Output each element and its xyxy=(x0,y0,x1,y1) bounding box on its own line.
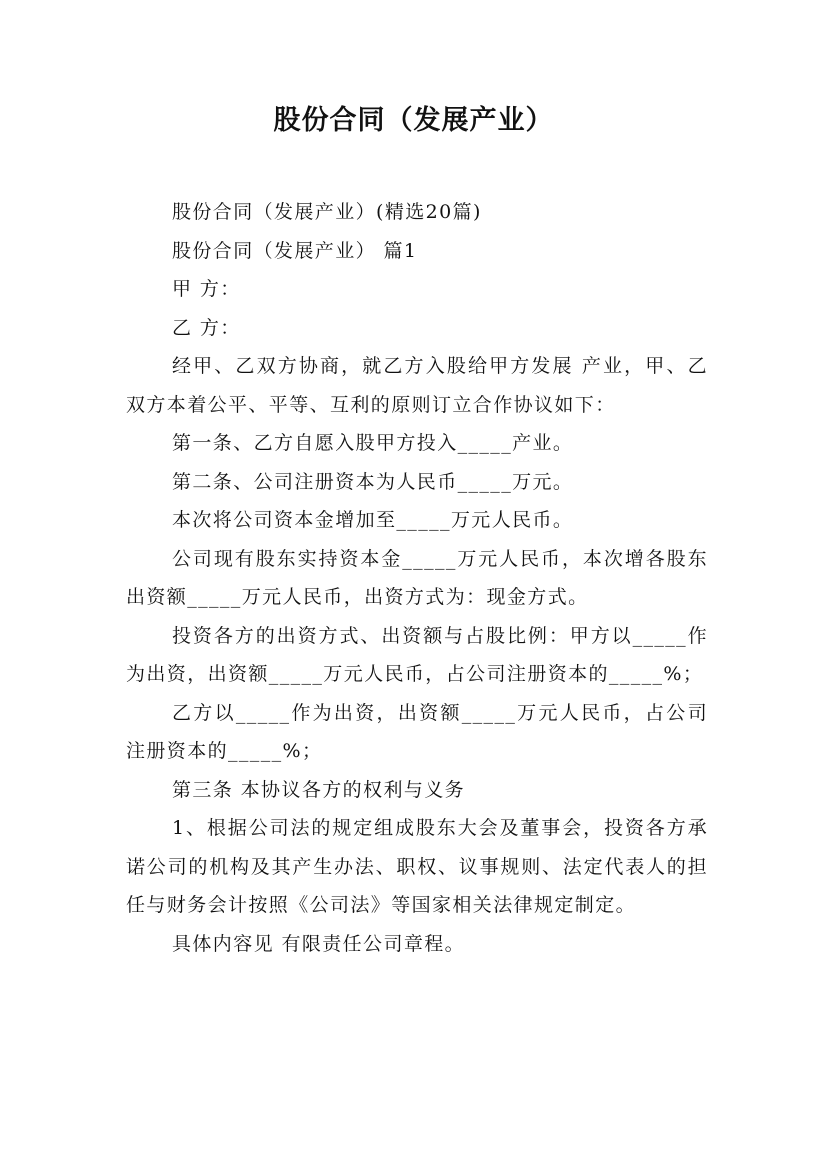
party-a-line: 甲 方： xyxy=(172,278,241,300)
paragraph: 股份合同（发展产业）(精选20篇) xyxy=(172,201,482,223)
article-3-heading: 第三条 本协议各方的权利与义务 xyxy=(172,778,466,801)
paragraph: 公司现有股东实持资本金_____万元人民币，本次增各股东出资额_____万元人民币，出资方式为：现金方式。 xyxy=(126,547,708,608)
article-2: 第二条、公司注册资本为人民币_____万元。 xyxy=(172,470,574,493)
paragraph: 经甲、乙双方协商，就乙方入股给甲方发展 产业，甲、乙双方本着公平、平等、互利的原则订立合作协议如下： xyxy=(126,355,708,416)
paragraph: 本次将公司资本金增加至_____万元人民币。 xyxy=(172,509,574,531)
paragraph: 股份合同（发展产业） 篇1 xyxy=(172,239,418,262)
paragraph: 具体内容见 有限责任公司章程。 xyxy=(172,932,466,955)
document-body xyxy=(126,193,708,963)
party-b-line: 乙 方： xyxy=(172,316,241,339)
paragraph: 投资各方的出资方式、出资额与占股比例：甲方以_____作为出资，出资额_____万元人民币，占公司注册资本的_____%； xyxy=(126,624,708,685)
paragraph: 乙方以_____作为出资，出资额_____万元人民币，占公司注册资本的_____%； xyxy=(126,701,708,762)
article-1: 第一条、乙方自愿入股甲方投入_____产业。 xyxy=(172,432,574,454)
paragraph: 1、根据公司法的规定组成股东大会及董事会，投资各方承诺公司的机构及其产生办法、职权、议事规则、法定代表人的担任与财务会计按照《公司法》等国家相关法律规定制定。 xyxy=(126,817,708,916)
document-title: 股份合同（发展产业） xyxy=(273,105,554,136)
